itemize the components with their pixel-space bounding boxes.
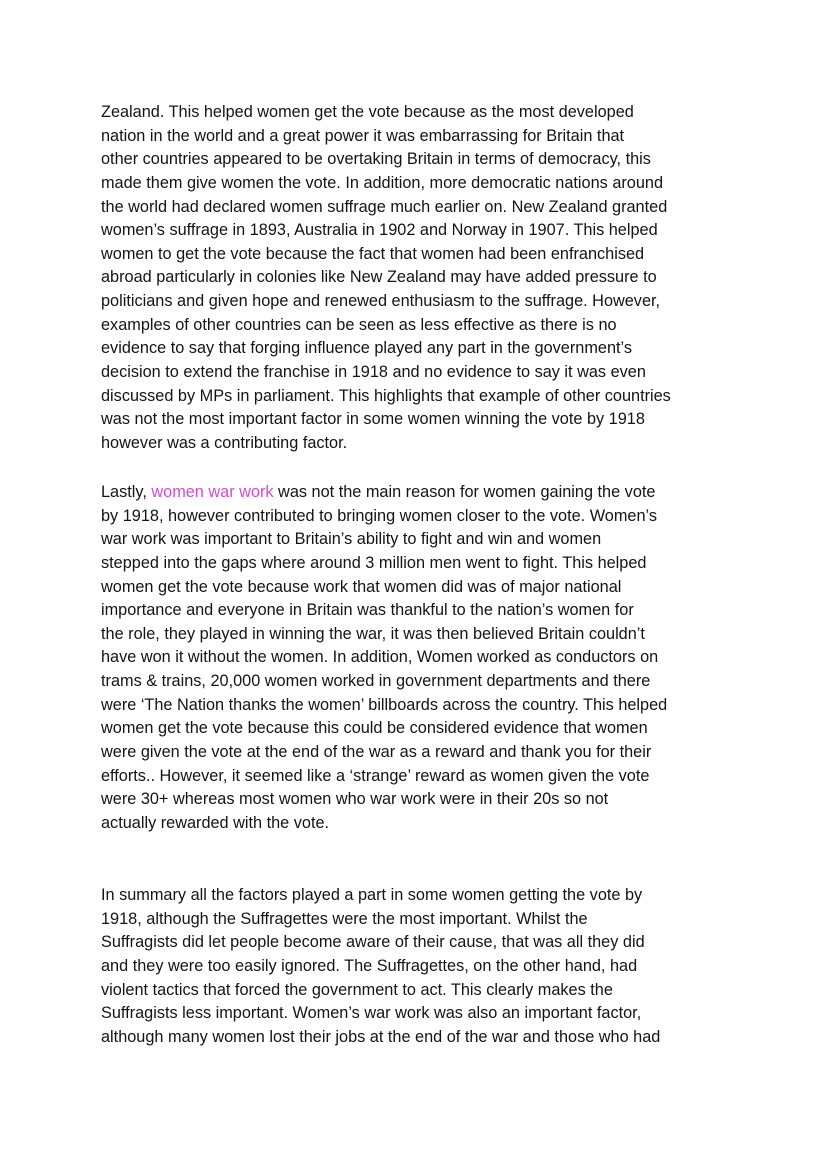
paragraph-summary	[101, 884, 741, 1049]
text-line: were given the vote at the end of the war as a reward and thank you for their	[101, 743, 652, 762]
text-line: Suffragists less important. Women’s war work was also an important factor,	[101, 1004, 642, 1023]
text-line: politicians and given hope and renewed enthusiasm to the suffrage. However,	[101, 292, 661, 311]
text-line: war work was important to Britain’s ability to fight and win and women	[101, 530, 602, 549]
text-line: abroad particularly in colonies like New Zealand may have added pressure to	[101, 268, 657, 287]
text-line: nation in the world and a great power it was embarrassing for Britain that	[101, 126, 625, 145]
text-line: Zealand. This helped women get the vote because as the most developed	[101, 103, 634, 121]
text-line: trams & trains, 20,000 women worked in government departments and there	[101, 672, 651, 691]
text-line: the world had declared women suffrage much earlier on. New Zealand granted	[101, 197, 668, 216]
text-line: examples of other countries can be seen as less effective as there is no	[101, 315, 617, 334]
text-line: have won it without the women. In addition, Women worked as conductors on	[101, 648, 659, 667]
paragraph-other-countries	[101, 101, 741, 456]
highlighted-phrase: women war work	[151, 483, 274, 501]
text-line: 1918, although the Suffragettes were the most important. Whilst the	[101, 909, 588, 928]
text-line: In summary all the factors played a part in some women getting the vote by	[101, 886, 643, 904]
text-line: women to get the vote because the fact that women had been enfranchised	[101, 244, 645, 263]
text-line: women get the vote because this could be considered evidence that women	[101, 719, 648, 738]
text-line: made them give women the vote. In addition, more democratic nations around	[101, 173, 664, 192]
text-line: the role, they played in winning the war, it was then believed Britain couldn’t	[101, 624, 645, 643]
text-line: actually rewarded with the vote.	[101, 813, 330, 832]
text-line: women get the vote because work that women did was of major national	[101, 577, 622, 596]
text-line: evidence to say that forging influence played any part in the government’s	[101, 339, 632, 358]
paragraph-war-work	[101, 481, 741, 836]
text-fragment: Lastly,	[101, 483, 152, 501]
text-line: and they were too easily ignored. The Suffragettes, on the other hand, had	[101, 956, 638, 975]
text-line: was not the most important factor in some women winning the vote by 1918	[101, 410, 645, 429]
text-line: other countries appeared to be overtaking Britain in terms of democracy, this	[101, 150, 651, 169]
text-line: importance and everyone in Britain was thankful to the nation’s women for	[101, 601, 634, 620]
text-line: although many women lost their jobs at the end of the war and those who had	[101, 1027, 661, 1046]
text-line	[101, 481, 741, 505]
text-line: discussed by MPs in parliament. This highlights that example of other countries	[101, 386, 671, 405]
text-line: violent tactics that forced the government to act. This clearly makes the	[101, 980, 613, 999]
text-line: women’s suffrage in 1893, Australia in 1902 and Norway in 1907. This helped	[101, 221, 658, 240]
text-line: efforts.. However, it seemed like a ‘strange’ reward as women given the vote	[101, 766, 650, 785]
text-fragment: was not the main reason for women gaining the vote	[273, 483, 656, 501]
text-line: by 1918, however contributed to bringing women closer to the vote. Women’s	[101, 506, 657, 525]
text-line: however was a contributing factor.	[101, 433, 348, 452]
text-line: Suffragists did let people become aware of their cause, that was all they did	[101, 933, 645, 952]
text-line: decision to extend the franchise in 1918 and no evidence to say it was even	[101, 363, 646, 382]
text-line: were 30+ whereas most women who war work were in their 20s so not	[101, 790, 609, 809]
text-line: were ‘The Nation thanks the women’ billboards across the country. This helped	[101, 695, 668, 714]
text-line: stepped into the gaps where around 3 million men went to fight. This helped	[101, 553, 647, 572]
